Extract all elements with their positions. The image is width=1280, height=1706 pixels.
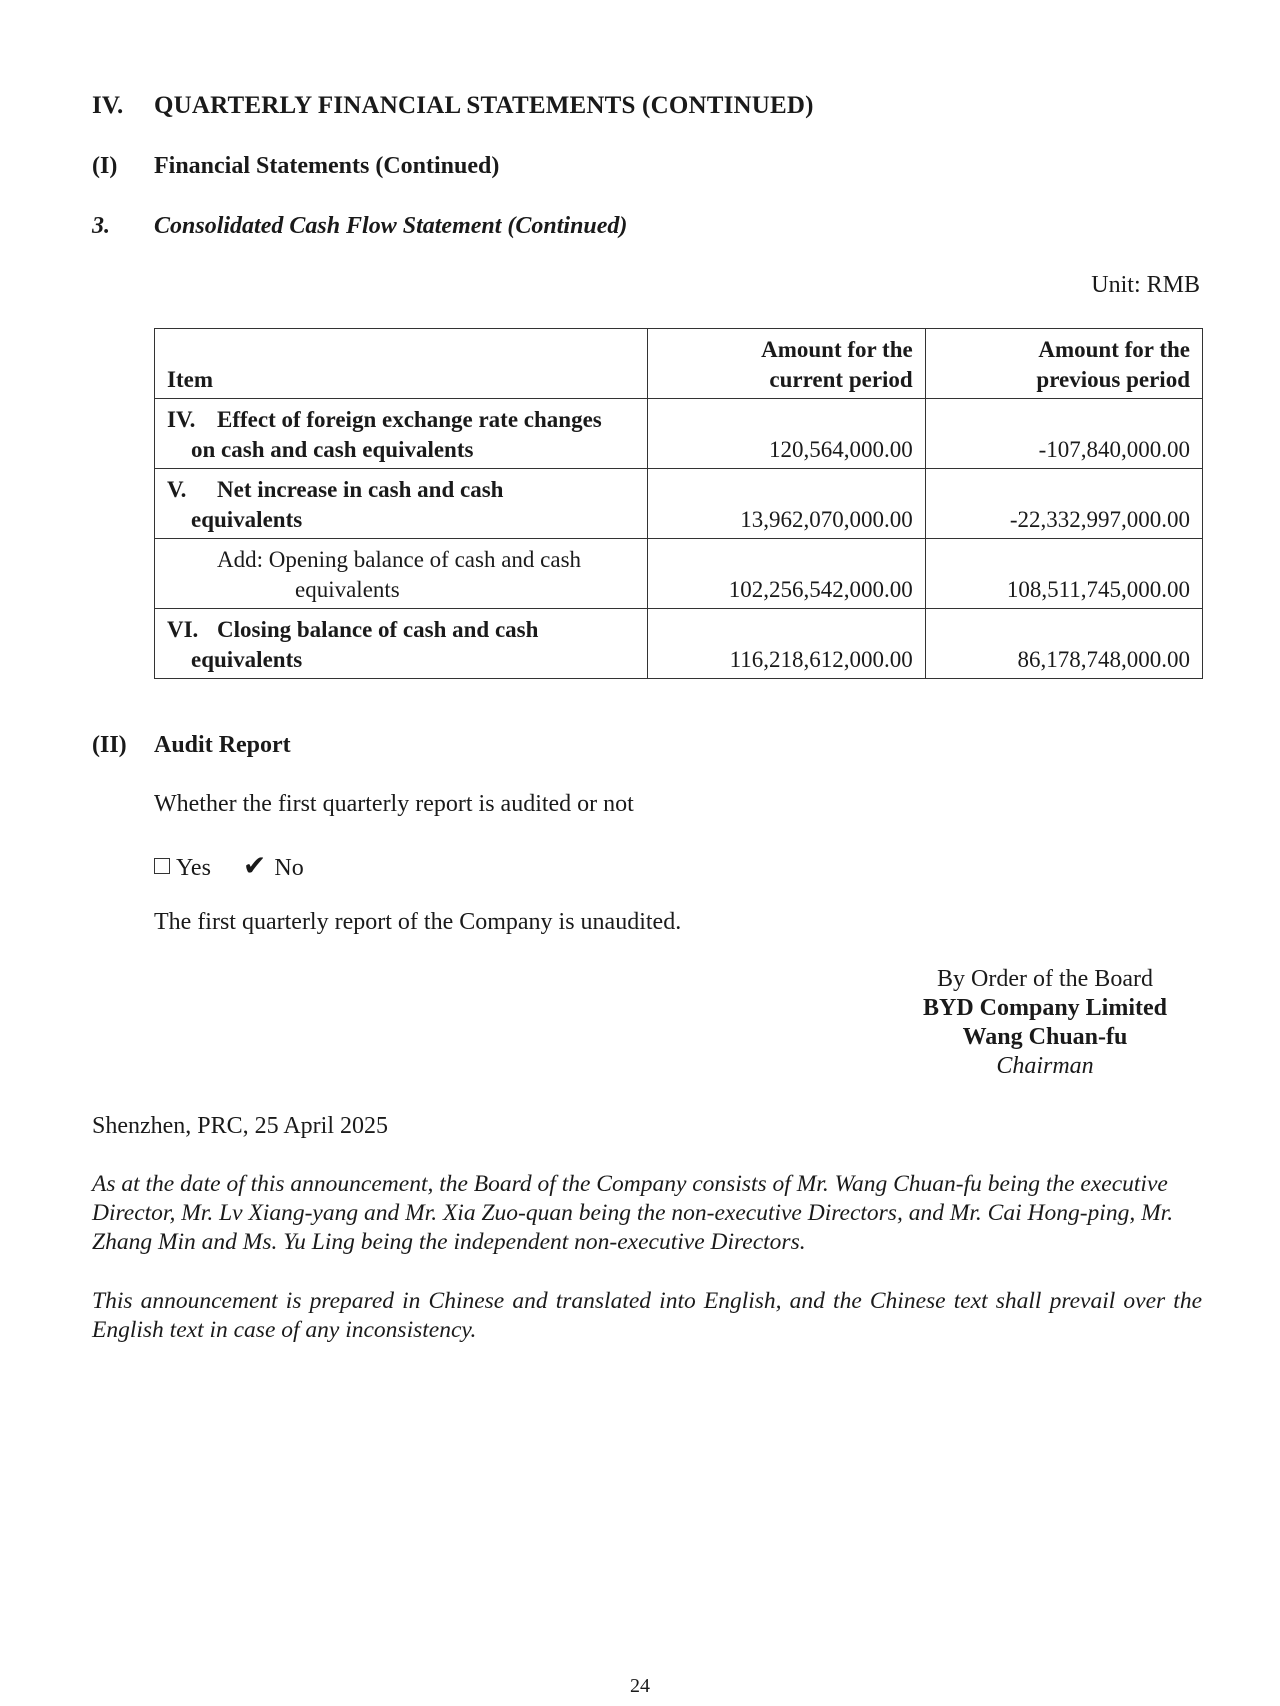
row-item [155,469,648,539]
header-previous-period [925,329,1202,399]
subsection-heading [92,153,499,180]
checkmark-icon: ✔ [242,851,267,882]
audit-heading [92,732,291,759]
yes-checkbox [154,858,170,874]
table-row [155,539,1203,609]
statement-number: 3. [92,213,110,239]
header-current-line2: current period [769,367,913,392]
page-number: 24 [630,1675,650,1697]
audit-options [154,849,304,883]
section-number: IV. [92,92,124,119]
company-name: BYD Company Limited [922,995,1168,1021]
audit-question: Whether the first quarterly report is audited or not [154,791,634,817]
table-row [155,609,1203,679]
cash-flow-table [154,328,1203,679]
table-header-row [155,329,1203,399]
row-label-line1: Effect of foreign exchange rate changes [217,407,602,432]
row-label-line2: equivalents [191,507,303,532]
row-number: VI. [167,617,199,642]
row-label-line1: Add: Opening balance of cash and cash [217,547,582,572]
signatory-name: Wang Chuan-fu [962,1024,1128,1050]
signatory-title: Chairman [996,1053,1094,1079]
row-previous-amount: 108,511,745,000.00 [925,539,1202,609]
statement-heading [92,213,627,240]
row-label-line2: equivalents [191,647,303,672]
board-note: As at the date of this announcement, the Board of the Company consists of Mr. Wang Chuan-fu being the executive Director, Mr. Lv Xiang-yang and Mr. Xia Zuo-quan being the non-executive Directors, and Mr. Cai Hong-ping, Mr. Zhang Min and Ms. Yu Ling being the independent non-executive Directors. [92,1171,1174,1255]
table-row [155,399,1203,469]
row-current-amount: 13,962,070,000.00 [648,469,925,539]
row-label-line2: on cash and cash equivalents [191,437,474,462]
language-note: This announcement is prepared in Chinese and translated into English, and the Chinese text shall prevail over the English text in case of any inconsistency. [92,1288,1202,1343]
unit-label: Unit: RMB [1091,272,1200,298]
row-previous-amount: -22,332,997,000.00 [925,469,1202,539]
row-number: V. [167,477,187,502]
place-date: Shenzhen, PRC, 25 April 2025 [92,1113,389,1139]
audit-number: (II) [92,732,127,758]
header-previous-line1: Amount for the [1038,337,1190,362]
audit-statement: The first quarterly report of the Company is unaudited. [154,909,682,935]
row-item [155,399,648,469]
row-label-line1: Closing balance of cash and cash [217,617,539,642]
signature-block [880,965,1210,1081]
table-row [155,469,1203,539]
row-number: IV. [167,407,196,432]
signature-line: By Order of the Board [937,966,1153,992]
subsection-number: (I) [92,153,118,179]
header-current-line1: Amount for the [761,337,913,362]
audit-title: Audit Report [154,732,291,758]
yes-label: Yes [176,855,211,881]
row-current-amount: 120,564,000.00 [648,399,925,469]
row-label-line2: equivalents [295,577,400,602]
row-current-amount: 102,256,542,000.00 [648,539,925,609]
row-previous-amount: 86,178,748,000.00 [925,609,1202,679]
header-previous-line2: previous period [1036,367,1190,392]
row-current-amount: 116,218,612,000.00 [648,609,925,679]
section-heading [92,92,814,120]
header-item: Item [155,329,648,399]
row-label-line1: Net increase in cash and cash [217,477,504,502]
header-current-period [648,329,925,399]
statement-title: Consolidated Cash Flow Statement (Continued) [154,213,628,239]
subsection-title: Financial Statements (Continued) [154,153,500,179]
row-previous-amount: -107,840,000.00 [925,399,1202,469]
row-item [155,609,648,679]
section-title: QUARTERLY FINANCIAL STATEMENTS (CONTINUED) [154,92,814,119]
no-label: No [274,855,304,881]
row-item [155,539,648,609]
